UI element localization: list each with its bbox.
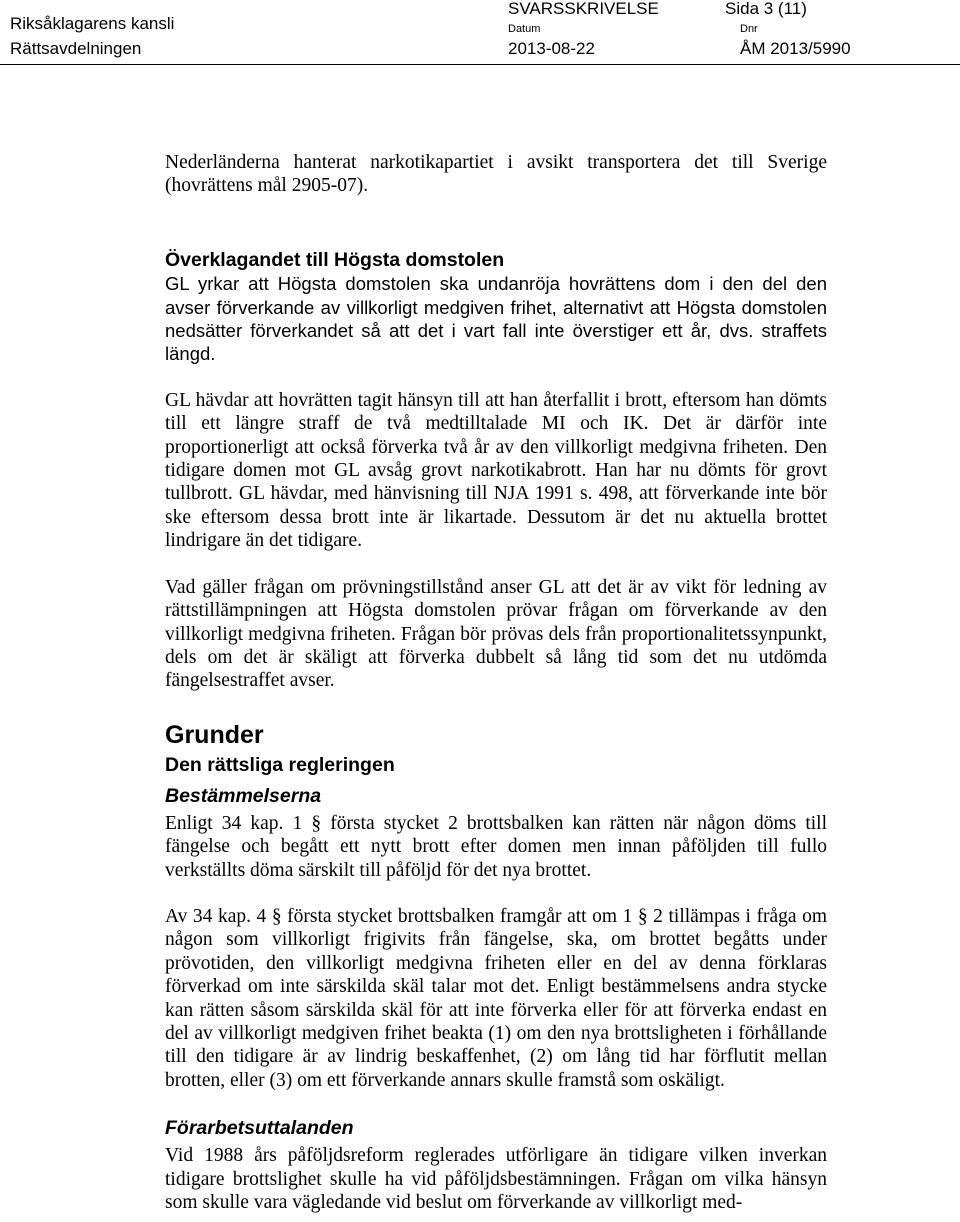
appeal-heading: Överklagandet till Högsta domstolen [165, 248, 505, 271]
intro-paragraph: Nederländerna hanterat narkotikapartiet i avsikt transportera det till Sverige (hovrättens mål 2905-07). [165, 152, 827, 197]
legal-regulation-heading: Den rättsliga regleringen [165, 753, 395, 776]
document-body [165, 151, 827, 1214]
page-number: Sida 3 (11) [725, 0, 807, 18]
appeal-paragraph-1: GL yrkar att Högsta domstolen ska undanröja hovrättens dom i den del den avser förverkande av villkorligt medgiven frihet, alternativt att Högsta domstolen nedsätter förverkandet så att det i vart fall inte överstiger ett år, dvs. straffets längd. [165, 273, 827, 365]
preparatory-works-paragraph: Vid 1988 års påföljdsreform reglerades utförligare än tidigare vilken inverkan tidigare brottslighet skulle ha vid påföljdsbestämningen. Frågan om vilka hänsyn som skulle vara vägledande vid beslut om förverkande av villkorligt med- [165, 1145, 827, 1213]
date-label: Datum [508, 23, 541, 35]
provisions-paragraph-1: Enligt 34 kap. 1 § första stycket 2 brottsbalken kan rätten när någon döms till fängelse och begått ett nytt brott efter domen men innan påföljden till fullo verkställts döma särskilt till påföljd för det nya brottet. [165, 812, 827, 881]
header-divider [0, 64, 960, 65]
appeal-paragraph-3: Vad gäller frågan om prövningstillstånd anser GL att det är av vikt för ledning av rättstillämpningen att Högsta domstolen prövar frågan om förverkande av den villkorligt medgivna friheten. Frågan bör prövas dels från proportionalitetssynpunkt, dels om det är skäligt att förverka dubbelt så lång tid som det nu utdömda fängelsestraffet avser. [165, 576, 827, 692]
provisions-paragraph-2: Av 34 kap. 4 § första stycket brottsbalken framgår att om 1 § 2 tillämpas i fråga om någon som villkorligt frigivits från fängelse, ska, om brottet begåtts under prövotiden, den villkorligt medgivna friheten eller en del av denna förklaras förverkad om inte särskilda skäl talar mot det. Enligt bestämmelsens andra stycke kan rätten såsom särskilda skäl för att inte förverka eller för att förverka endast en del av villkorligt medgiven frihet beakta (1) om den nya brottsligheten i förhållande till den tidigare är av lindrig beskaffenhet, (2) om lång tid har förflutit mellan brotten, eller (3) om ett förverkande annars skulle framstå som oskäligt. [165, 905, 827, 1091]
document-dnr: ÅM 2013/5990 [740, 39, 851, 58]
document-type: SVARSSKRIVELSE [508, 0, 659, 18]
document-header [0, 0, 960, 62]
dnr-label: Dnr [740, 23, 758, 35]
preparatory-works-heading: Förarbetsuttalanden [165, 1117, 354, 1140]
organization-name: Riksåklagarens kansli [10, 14, 175, 33]
grounds-heading: Grunder [165, 720, 264, 749]
document-date: 2013-08-22 [508, 39, 595, 58]
provisions-heading: Bestämmelserna [165, 784, 322, 807]
department-name: Rättsavdelningen [10, 39, 142, 58]
appeal-paragraph-2: GL hävdar att hovrätten tagit hänsyn till att han återfallit i brott, eftersom han dömts till ett längre straff de två medtilltalade MI och IK. Det är därför inte proportionerligt att också förverka två år av den villkorligt medgivna friheten. Den tidigare domen mot GL avsåg grovt narkotikabrott. Han har nu dömts för grovt tullbrott. GL hävdar, med hänvisning till NJA 1991 s. 498, att förverkande inte bör ske eftersom dessa brott inte är likartade. Dessutom är det nu aktuella brottet lindrigare än det tidigare. [165, 389, 827, 552]
